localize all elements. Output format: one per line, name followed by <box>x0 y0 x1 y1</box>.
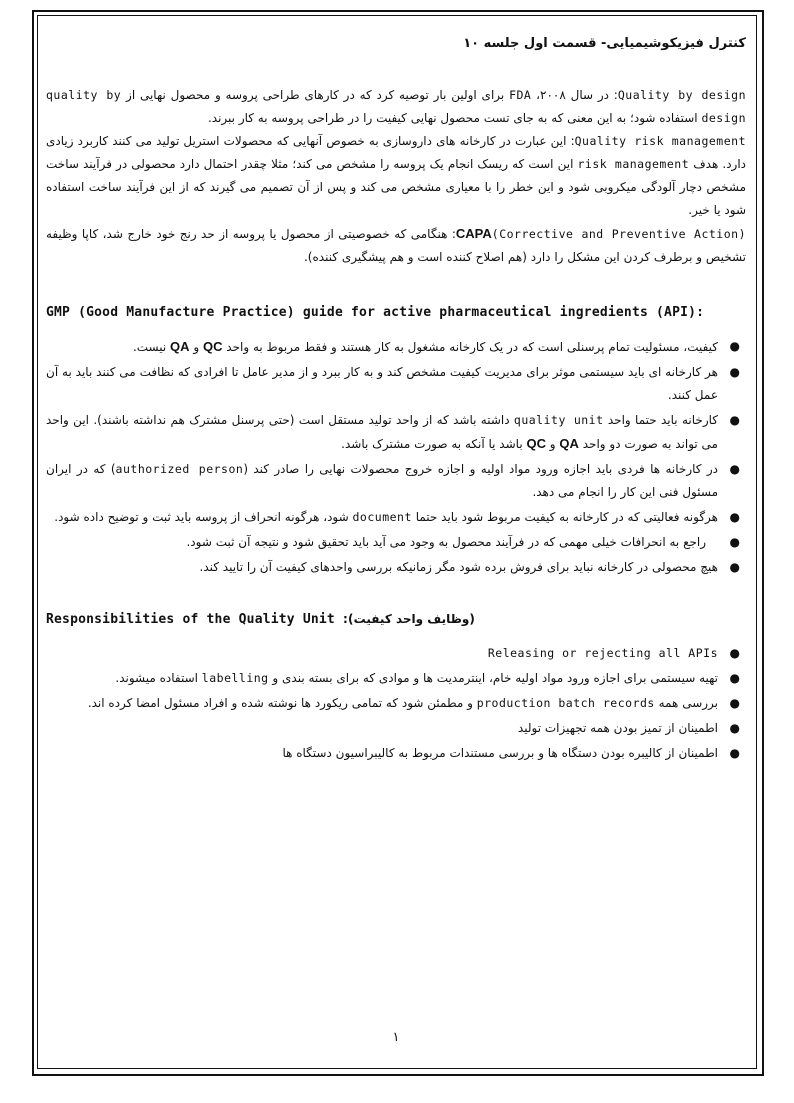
document-page <box>46 30 746 1060</box>
list-item: ● هر کارخانه ای باید سیستمی موثر برای مدیریت کیفیت مشخص کند و به کار ببرد و از مدیر عامل تا افرادی که نظافت می کنند باید به آن عمل کنند. <box>46 361 746 407</box>
quality-unit-bullet-list <box>46 642 746 765</box>
paragraph-quality-by-design: Quality by design: در سال ۲۰۰۸، FDA برای اولین بار توصیه کرد که در کارهای طراحی پروسه و محصول نهایی از quality by design استفاده شود؛ به این معنی که به جای تست محصول نهایی کیفیت را در طراحی پروسه به کار ببرند. <box>46 88 747 125</box>
list-item: ● اطمینان از تمیز بودن همه تجهیزات تولید <box>46 717 746 740</box>
bullet-icon: ● <box>729 462 740 476</box>
bullet-icon: ● <box>729 671 740 685</box>
bullet-icon: ● <box>729 560 740 574</box>
bullet-icon: ● <box>729 746 740 760</box>
list-item: ● Releasing or rejecting all APIs <box>46 642 746 665</box>
gmp-bullet-list <box>46 335 746 579</box>
paragraph-capa: CAPA(Corrective and Preventive Action): هنگامی که خصوصیتی از محصول یا پروسه از حد رنج خود خارج شد، کاپا وظیفه تشخیص و برطرف کردن این مشکل را دارد (هم اصلاح کننده است و هم پیشگیری کننده). <box>46 226 746 264</box>
bullet-icon: ● <box>729 721 740 735</box>
paragraph-risk-management: Quality risk management: این عبارت در کارخانه های داروسازی به خصوص آنهایی که محصولات استریل تولید می کنند کاربرد زیادی دارد. هدف risk management این است که ریسک انجام یک پروسه را مشخص می کند؛ مثلا چقدر احتمال دارد محصولی در فرآیند ساخت مشخص دچار آلودگی میکروبی شود و این خطر را با معیاری مشخص می کند و پس از آن تصمیم می گیرند که از این فرآیند ساخت استفاده شود یا خیر. <box>46 134 747 217</box>
list-item: ● هرگونه فعالیتی که در کارخانه به کیفیت مربوط شود باید حتما document شود، هرگونه انحراف از پروسه باید ثبت و توضیح داده شود. <box>46 506 746 529</box>
quality-unit-heading: Responsibilities of the Quality Unit (وظایف واحد کیفیت): <box>46 612 476 627</box>
document-title: کنترل فیزیکوشیمیایی- قسمت اول جلسه ۱۰ <box>463 36 746 51</box>
list-item: ● هیچ محصولی در کارخانه نباید برای فروش برده شود مگر زمانیکه بررسی واحدهای کیفیت آن را تایید کند. <box>46 556 746 579</box>
list-item: ● اطمینان از کالیبره بودن دستگاه ها و بررسی مستندات مربوط به کالیبراسیون دستگاه ها <box>46 742 746 765</box>
bullet-icon: ● <box>729 339 740 353</box>
list-item: ● تهیه سیستمی برای اجازه ورود مواد اولیه خام، اینترمدیت ها و موادی که برای بسته بندی و labelling استفاده میشوند. <box>46 667 746 690</box>
bullet-icon: ● <box>729 413 740 427</box>
list-item: ● در کارخانه ها فردی باید اجازه ورود مواد اولیه و اجازه خروج محصولات نهایی را صادر کند (authorized person) که در ایران مسئول فنی این کار را انجام می دهد. <box>46 458 746 504</box>
list-item: ● کارخانه باید حتما واحد quality unit داشته باشد که از واحد تولید مستقل است (حتی پرسنل مشترک هم نداشته باشند). این واحد می تواند به صورت دو واحد QA و QC باشد یا آنکه به صورت مشترک باشد. <box>46 409 746 456</box>
list-item: ● راجع به انحرافات خیلی مهمی که در فرآیند محصول به وجود می آید باید تحقیق شود و نتیجه آن ثبت شود. <box>46 531 746 554</box>
list-item: ● بررسی همه production batch records و مطمئن شود که تمامی ریکورد ها نوشته شده و افراد مسئول امضا کرده اند. <box>46 692 746 715</box>
bullet-icon: ● <box>729 510 740 524</box>
bullet-icon: ● <box>729 365 740 379</box>
page-number: ۱ <box>392 1030 400 1045</box>
bullet-icon: ● <box>729 535 740 549</box>
gmp-section-heading: GMP (Good Manufacture Practice) guide for active pharmaceutical ingredients (API): <box>46 305 705 320</box>
bullet-icon: ● <box>729 646 740 660</box>
list-item: ● کیفیت، مسئولیت تمام پرسنلی است که در یک کارخانه مشغول به کار هستند و فقط مربوط به واحد QC و QA نیست. <box>46 335 746 359</box>
bullet-icon: ● <box>729 696 740 710</box>
